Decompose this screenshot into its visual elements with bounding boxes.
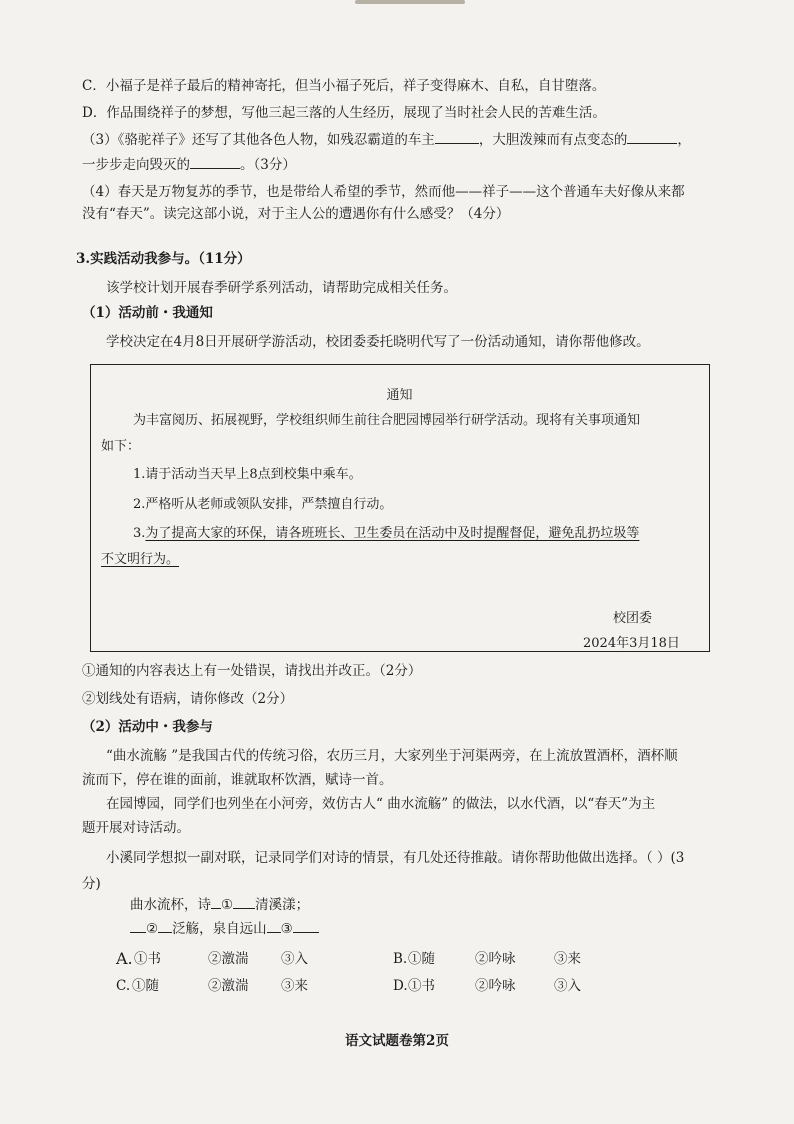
option-b-letter: B. [393,951,408,967]
notice-date: 2024年3月18日 [583,636,680,651]
option-d-letter: D. [393,978,408,994]
q3-intro: 该学校计划开展春季研学系列活动，请帮助完成相关任务。 [106,280,457,296]
q3-part2-title: （2）活动中・我参与 [82,719,213,735]
q3-para2-line2: 题开展对诗活动。 [82,820,190,836]
answer-blank-3[interactable] [190,156,240,169]
q3-heading: 3.实践活动我参与。（11分） [76,251,251,267]
q3-task2: ②划线处有语病，请你修改（2分） [82,691,294,707]
q3-para2-line1: 在园博园，同学们也列坐在小河旁，效仿古人“ 曲水流觞” 的做法，以水代酒，以“春天”为主 [106,796,656,812]
option-c-2: ②激湍 [208,978,249,994]
q2-option-c: C．小福子是祥子最后的精神寄托，但当小福子死后，祥子变得麻木、自私，自甘堕落。 [82,78,606,94]
option-b-1: ①随 [408,951,435,967]
option-c-letter: C. [116,978,131,994]
option-a-1: ①书 [134,951,161,967]
option-c-3: ③来 [281,978,308,994]
notice-body-line2: 如下： [101,439,141,454]
option-b-2: ②吟咏 [475,951,516,967]
notice-item-1: 1.请于活动当天早上8点到校集中乘车。 [133,467,362,482]
couplet-line-2: ② 泛觞，泉自远山 ③ [130,920,319,938]
option-d-1: ①书 [408,978,435,994]
q2-sub4-line2: 没有“春天”。读完这部小说，对于主人公的遭遇你有什么感受？（4分） [82,206,510,222]
q3-part1-title: （1）活动前・我通知 [82,305,213,321]
couplet-line-1: 曲水流杯，诗 ① 清溪漾； [130,897,310,913]
notice-box [90,364,710,652]
notice-item-2: 2.严格听从老师或领队安排，严禁擅自行动。 [133,497,393,512]
answer-blank-2[interactable] [627,131,677,144]
q2-sub3-line2: 一步步走向毁灭的 。（3分） [82,157,296,173]
couplet-blank-right [158,920,172,933]
option-a-2: ②激湍 [208,951,249,967]
q2-option-d: D．作品围绕祥子的梦想，写他三起三落的人生经历，展现了当时社会人民的苦难生活。 [82,105,606,121]
q3-para1-line2: 流而下，停在谁的面前，谁就取杯饮酒，赋诗一首。 [82,772,393,788]
option-a-3: ③入 [281,951,308,967]
notice-item-3: 3.为了提高大家的环保，请各班班长、卫生委员在活动中及时提醒督促，避免乱扔垃圾等 [133,526,640,541]
notice-title: 通知 [386,388,413,403]
q2-sub3-line1: （3）《骆驼祥子》还写了其他各色人物，如残忍霸道的车主 ，大胆泼辣而有点变态的 ， [82,132,691,148]
q3-para1-line1: “曲水流觞 ”是我国古代的传统习俗，农历三月，大家列坐于河渠两旁，在上流放置酒杯，酒杯顺 [106,748,678,764]
option-a-letter: A. [116,949,133,968]
notice-body-line1: 为丰富阅历、拓展视野，学校组织师生前往合肥园博园举行研学活动。现将有关事项通知 [133,413,641,428]
couplet-blank-left [211,896,221,909]
couplet-blank-left [267,920,281,933]
couplet-blank-right [293,920,319,933]
q3-question-line2: 分) [82,876,101,892]
underlined-sentence-part2: 不文明行为。 [101,552,180,567]
underlined-sentence-part1: 为了提高大家的环保，请各班班长、卫生委员在活动中及时提醒督促，避免乱扔垃圾等 [145,526,640,541]
option-d-3: ③入 [554,978,581,994]
option-c-1: ①随 [132,978,159,994]
q2-sub4-line1: （4）春天是万物复苏的季节，也是带给人希望的季节，然而他——祥子——这个普通车夫好像从来都 [82,184,685,200]
option-b-3: ③来 [554,951,581,967]
couplet-blank-left [130,920,146,933]
q3-question-line1: 小溪同学想拟一副对联，记录同学们对诗的情景，有几处还待推敲。请你帮助他做出选择。（ ）(3 [106,850,685,866]
q3-part1-intro: 学校决定在4月8日开展研学游活动，校团委委托晓明代写了一份活动通知，请你帮他修改。 [106,334,650,350]
q3-task1: ①通知的内容表达上有一处错误，请找出并改正。（2分） [82,663,422,679]
page-footer: 语文试题卷第2页 [345,1033,449,1049]
notice-signature: 校团委 [613,611,653,626]
page-top-mark [355,0,465,4]
couplet-blank-right [233,896,255,909]
option-d-2: ②吟咏 [475,978,516,994]
answer-blank-1[interactable] [435,131,479,144]
